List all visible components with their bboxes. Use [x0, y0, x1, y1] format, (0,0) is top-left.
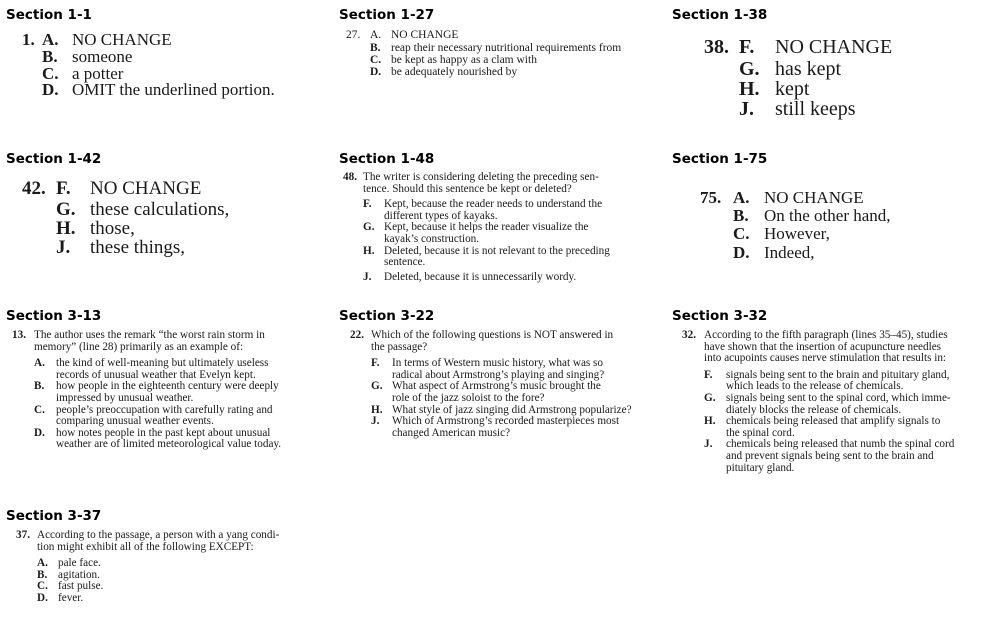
option-text: On the other hand,	[764, 206, 891, 225]
section-title: Section 3-13	[6, 308, 102, 324]
question-stem-line: Which of the following questions is NOT answered in	[371, 329, 614, 341]
option-letter: D.	[34, 426, 45, 439]
option-line: weather are of limited meteorological value today.	[56, 438, 282, 451]
option-line: pale face.	[58, 557, 101, 570]
option-text: However,	[764, 224, 830, 243]
question-number: 32.	[682, 329, 696, 341]
option-line: records of unusual weather that Evelyn kept.	[56, 368, 256, 381]
option-letter: J.	[371, 415, 380, 428]
section-title: Section 1-48	[339, 151, 435, 167]
option-line: Kept, because it helps the reader visualize the	[384, 221, 589, 234]
question-block	[16, 530, 279, 605]
option-letter: C.	[34, 403, 45, 416]
option-line: how notes people in the past kept about unusual	[56, 426, 271, 439]
question-number: 1.	[22, 30, 35, 49]
section-title: Section 1-38	[672, 7, 768, 23]
option-text: OMIT the underlined portion.	[72, 80, 275, 99]
option-letter: C.	[42, 64, 59, 83]
option-text: Indeed,	[764, 243, 815, 262]
option-text: be adequately nourished by	[391, 66, 518, 78]
option-letter: F.	[363, 198, 372, 211]
section-title: Section 3-32	[672, 308, 768, 324]
question-stem-line: The author uses the remark “the worst rain storm in	[34, 329, 265, 341]
option-line: fast pulse.	[58, 580, 104, 593]
option-text: NO CHANGE	[90, 178, 202, 199]
option-line: fever.	[58, 591, 84, 604]
option-text: be kept as happy as a clam with	[391, 54, 537, 66]
question-number: 38.	[704, 36, 729, 58]
option-line: signals being sent to the spinal cord, which imme-	[726, 391, 951, 404]
question-number: 22.	[350, 329, 364, 341]
option-line: people’s preoccupation with carefully rating and	[56, 403, 273, 416]
question-number: 13.	[12, 329, 26, 341]
option-line: how people in the eighteenth century were deeply	[56, 380, 279, 393]
option-letter: J.	[56, 237, 71, 258]
option-line: role of the jazz soloist to the fore?	[392, 391, 545, 404]
cropped-text-fragment	[767, 160, 892, 165]
option-letter: A.	[370, 29, 382, 41]
option-letter: F.	[371, 357, 380, 370]
option-line: Deleted, because it is not relevant to the preceding	[384, 244, 610, 257]
option-letter: B.	[34, 380, 45, 393]
option-line: signals being sent to the brain and pituitary gland,	[726, 368, 950, 381]
option-text: these calculations,	[90, 199, 230, 220]
option-text: those,	[90, 218, 135, 239]
question-block	[682, 330, 954, 474]
option-letter: D.	[42, 80, 59, 99]
question-stem-line: into acupoints causes nerve stimulation that results in:	[704, 352, 947, 365]
section-title: Section 1-1	[6, 7, 92, 23]
option-letter: G.	[363, 221, 375, 234]
option-line: radical about Armstrong’s playing and singing?	[392, 368, 605, 381]
option-letter: D.	[37, 591, 48, 604]
section-title: Section 1-75	[672, 151, 768, 167]
option-letter: A.	[34, 357, 45, 370]
question-number: 42.	[22, 178, 46, 199]
option-text: a potter	[72, 64, 124, 83]
question-stem-line: have shown that the insertion of acupuncture needles	[704, 340, 942, 353]
question-stem-line: tion might exhibit all of the following EXCEPT:	[37, 540, 254, 553]
option-text: NO CHANGE	[72, 30, 172, 49]
option-letter: J.	[739, 98, 754, 120]
option-text: NO CHANGE	[391, 29, 459, 41]
option-line: changed American music?	[392, 426, 511, 439]
option-line: sentence.	[384, 256, 426, 269]
option-text: these things,	[90, 237, 185, 258]
question-stem-line: According to the fifth paragraph (lines 35–45), studies	[704, 329, 948, 341]
option-letter: F.	[704, 368, 713, 381]
option-text: someone	[72, 47, 133, 66]
option-line: In terms of Western music history, what was so	[392, 357, 604, 370]
option-letter: G.	[56, 199, 76, 220]
option-letter: F.	[56, 178, 71, 199]
question-stem-line: tence. Should this sentence be kept or deleted?	[363, 182, 572, 195]
option-letter: H.	[363, 244, 375, 257]
option-line: pituitary gland.	[726, 461, 795, 474]
section-title: Section 3-22	[339, 308, 435, 324]
question-block	[343, 172, 610, 283]
option-text: NO CHANGE	[775, 36, 893, 58]
option-line: What style of jazz singing did Armstrong popularize?	[392, 403, 632, 416]
option-line: chemicals being released that amplify signals to	[726, 415, 941, 428]
option-letter: B.	[733, 206, 749, 225]
option-letter: F.	[739, 36, 755, 58]
option-letter: H.	[371, 403, 383, 416]
option-letter: J.	[704, 438, 713, 451]
question-stem-line: the passage?	[371, 340, 428, 353]
option-line: different types of kayaks.	[384, 209, 498, 222]
option-letter: A.	[42, 30, 59, 49]
option-letter: G.	[704, 391, 716, 404]
option-line: which leads to the release of chemicals.	[726, 380, 904, 393]
option-text: has kept	[775, 58, 842, 80]
option-letter: D.	[733, 243, 750, 262]
option-line: agitation.	[58, 568, 100, 581]
option-letter: C.	[37, 580, 48, 593]
option-text: reap their necessary nutritional requirements from	[391, 42, 622, 54]
option-letter: H.	[739, 78, 760, 100]
question-stem-line: The writer is considering deleting the preceding sen-	[363, 171, 599, 183]
option-line: Which of Armstrong’s recorded masterpieces most	[392, 415, 620, 428]
option-letter: B.	[42, 47, 58, 66]
option-letter: C.	[733, 224, 750, 243]
question-block	[12, 330, 281, 451]
option-letter: B.	[37, 568, 48, 581]
option-letter: H.	[704, 415, 716, 428]
option-text: kept	[775, 78, 810, 100]
option-text: NO CHANGE	[764, 188, 864, 207]
option-letter: B.	[370, 42, 381, 54]
option-line: chemicals being released that numb the spinal cord	[726, 438, 955, 451]
question-stem-line: memory” (line 28) primarily as an example of:	[34, 340, 244, 353]
option-letter: A.	[733, 188, 750, 207]
option-letter: J.	[363, 270, 372, 283]
option-line: the kind of well-meaning but ultimately useless	[56, 357, 269, 370]
option-line: kayak’s construction.	[384, 232, 480, 245]
option-letter: G.	[371, 380, 383, 393]
option-line: comparing unusual weather events.	[56, 415, 214, 428]
option-line: impressed by unusual weather.	[56, 391, 194, 404]
option-line: Deleted, because it is unnecessarily wordy.	[384, 270, 577, 283]
option-line: What aspect of Armstrong’s music brought the	[392, 380, 601, 393]
section-title: Section 1-42	[6, 151, 102, 167]
option-letter: C.	[370, 54, 382, 66]
question-number: 37.	[16, 529, 30, 541]
section-title: Section 3-37	[6, 508, 102, 524]
question-block	[350, 330, 632, 439]
option-line: and prevent signals being sent to the brain and	[726, 449, 934, 462]
question-number: 75.	[700, 188, 722, 207]
question-number: 27.	[346, 29, 361, 41]
option-line: the spinal cord.	[726, 426, 795, 439]
option-letter: H.	[56, 218, 76, 239]
option-line: Kept, because the reader needs to understand the	[384, 198, 603, 211]
section-title: Section 1-27	[339, 7, 435, 23]
option-letter: A.	[37, 557, 48, 570]
option-letter: D.	[370, 66, 382, 78]
option-letter: G.	[739, 58, 760, 80]
option-line: diately blocks the release of chemicals.	[726, 403, 902, 416]
question-number: 48.	[343, 171, 357, 183]
option-text: still keeps	[775, 98, 856, 120]
question-stem-line: According to the passage, a person with a yang condi-	[37, 529, 280, 541]
